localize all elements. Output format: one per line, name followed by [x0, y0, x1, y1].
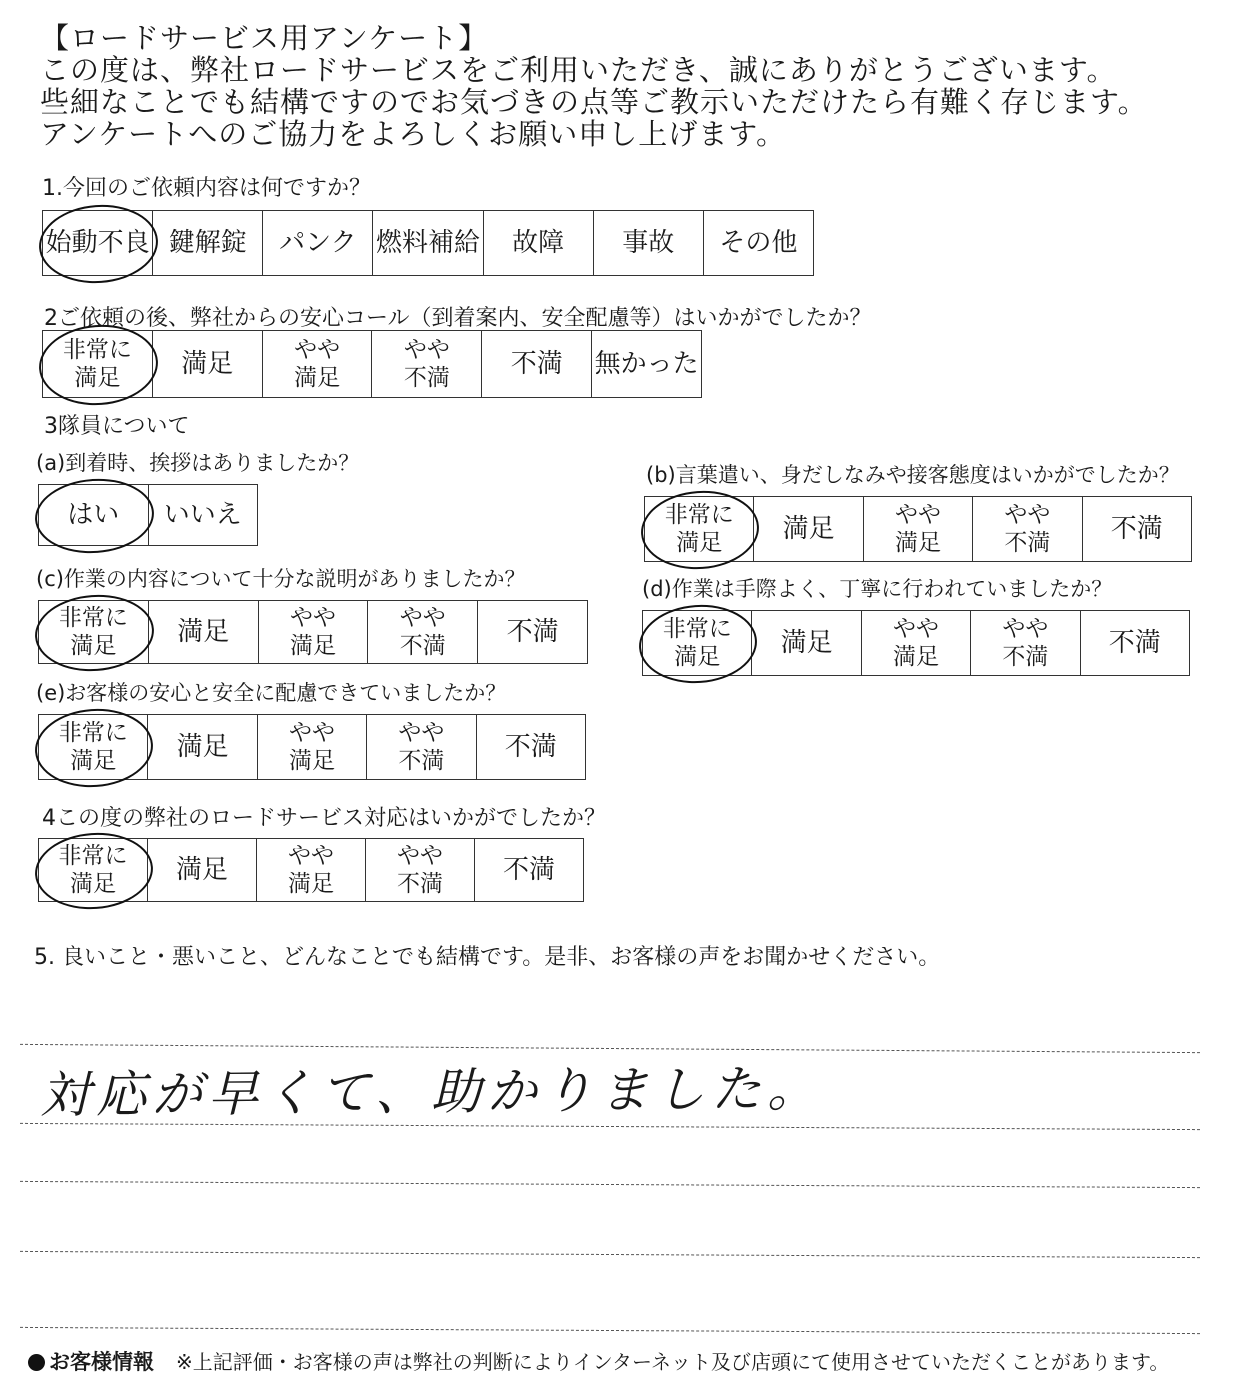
q1-option-label: 故障 — [512, 228, 565, 258]
q4-option[interactable] — [148, 839, 257, 902]
q4-option-label: 非常に 満足 — [58, 843, 128, 897]
answer-line — [20, 1123, 1200, 1130]
q2-option-label: やや 満足 — [294, 337, 341, 391]
q1-option[interactable] — [373, 211, 483, 276]
q3d-option[interactable] — [861, 611, 970, 676]
q1-option[interactable] — [263, 211, 373, 276]
q3c-options — [38, 600, 588, 664]
intro-line-1: この度は、弊社ロードサービスをご利用いただき、誠にありがとうございます。 — [40, 53, 1117, 87]
q4-title: 4この度の弊社のロードサービス対応はいかがでしたか？ — [42, 806, 606, 831]
q4-option[interactable] — [257, 839, 366, 902]
q3b-title: (b)言葉遣い、身だしなみや接客態度はいかがでしたか？ — [646, 463, 1180, 487]
q3c-option[interactable] — [478, 601, 588, 664]
q3d-option-label: やや 不満 — [1002, 616, 1049, 670]
q3a-option[interactable] — [39, 485, 149, 546]
answer-line — [20, 1327, 1200, 1334]
q3d-option-label: やや 満足 — [892, 616, 939, 670]
q1-option[interactable] — [153, 211, 263, 276]
q3d-options — [642, 610, 1190, 676]
q4-option[interactable] — [366, 839, 475, 902]
q2-title: 2ご依頼の後、弊社からの安心コール（到着案内、安全配慮等）はいかがでしたか？ — [44, 306, 872, 331]
survey-title: 【ロードサービス用アンケート】 — [40, 21, 489, 55]
q1-option[interactable] — [43, 211, 153, 276]
q5-title: 5. 良いこと・悪いこと、どんなことでも結構です。是非、お客様の声をお聞かせください。 — [34, 945, 941, 970]
q3e-option-label: やや 満足 — [288, 720, 335, 774]
q2-option-label: 無かった — [594, 349, 699, 379]
q1-option-label: パンク — [279, 228, 357, 258]
q3e-option-label: 不満 — [504, 732, 557, 762]
survey-header — [40, 22, 1148, 150]
q3b-option[interactable] — [863, 497, 972, 562]
q3e-option[interactable] — [476, 715, 585, 780]
q1-option[interactable] — [483, 211, 593, 276]
q1-option-label: 鍵解錠 — [168, 228, 247, 258]
q3b-option-label: 非常に 満足 — [664, 502, 734, 556]
q3d-option[interactable] — [1080, 611, 1189, 676]
q3-title: 3隊員について — [44, 414, 190, 439]
q2-option-label: やや 不満 — [403, 337, 450, 391]
q3d-option-label: 不満 — [1108, 628, 1161, 658]
q2-option[interactable] — [592, 331, 702, 398]
q3e-option-label: 非常に 満足 — [58, 720, 128, 774]
q3e-option[interactable] — [39, 715, 148, 780]
q3d-option-label: 満足 — [780, 628, 833, 658]
q4-option-label: 満足 — [175, 855, 228, 885]
q1-title: 1.今回のご依頼内容は何ですか？ — [42, 176, 371, 201]
q4-option[interactable] — [475, 839, 584, 902]
q1-options — [42, 210, 814, 276]
q3e-options — [38, 714, 586, 780]
q3a-option-label: いいえ — [163, 500, 242, 530]
q3c-option-label: 非常に 満足 — [58, 605, 128, 659]
q3b-option-label: 満足 — [782, 514, 835, 544]
q3c-option-label: やや 満足 — [289, 605, 336, 659]
q3d-title: (d)作業は手際よく、丁寧に行われていましたか？ — [642, 577, 1113, 601]
intro-line-2: 些細なことでも結構ですのでお気づきの点等ご教示いただけたら有難く存じます。 — [40, 85, 1148, 119]
q3b-option-label: やや 不満 — [1004, 502, 1051, 556]
q3e-option[interactable] — [148, 715, 257, 780]
q3c-title: (c)作業の内容について十分な説明がありましたか？ — [36, 567, 526, 591]
q4-option-label: やや 満足 — [288, 843, 334, 897]
customer-info-footer — [28, 1346, 1169, 1376]
q1-option-label: 燃料補給 — [375, 228, 480, 258]
q3c-option[interactable] — [148, 601, 258, 664]
q3c-option-label: やや 不満 — [399, 605, 446, 659]
q3c-option-label: 満足 — [177, 617, 230, 647]
q2-option-label: 非常に 満足 — [62, 337, 132, 391]
q3b-option-label: やや 満足 — [894, 502, 941, 556]
answer-line — [20, 1251, 1200, 1258]
q1-option[interactable] — [593, 211, 703, 276]
q1-option-label: その他 — [719, 228, 798, 258]
answer-line — [20, 1181, 1200, 1188]
usage-note: ※上記評価・お客様の声は弊社の判断によりインターネット及び店頭にて使用させていただくことがあります。 — [176, 1350, 1170, 1374]
q1-option-label: 事故 — [622, 228, 675, 258]
q2-option[interactable] — [152, 331, 262, 398]
q2-option-label: 満足 — [181, 349, 234, 379]
q3e-option[interactable] — [257, 715, 366, 780]
q3a-option[interactable] — [148, 485, 258, 546]
q2-option[interactable] — [372, 331, 482, 398]
q3b-option-label: 不満 — [1110, 514, 1163, 544]
q3b-option[interactable] — [973, 497, 1082, 562]
q2-option-label: 不満 — [510, 349, 563, 379]
q3c-option-label: 不満 — [506, 617, 559, 647]
q3c-option[interactable] — [39, 601, 149, 664]
intro-line-3: アンケートへのご協力をよろしくお願い申し上げます。 — [40, 117, 786, 151]
q3d-option[interactable] — [971, 611, 1080, 676]
bullet-icon — [28, 1354, 45, 1371]
q3a-option-label: はい — [67, 500, 120, 530]
q3d-option-label: 非常に 満足 — [662, 616, 732, 670]
q3b-option[interactable] — [1082, 497, 1191, 562]
q3e-title: (e)お客様の安心と安全に配慮できていましたか？ — [36, 681, 507, 705]
q2-option[interactable] — [43, 331, 153, 398]
q3a-options — [38, 484, 258, 546]
q4-option[interactable] — [39, 839, 148, 902]
q3d-option[interactable] — [643, 611, 752, 676]
q4-option-label: やや 不満 — [397, 843, 443, 897]
q3b-options — [644, 496, 1192, 562]
q3c-option[interactable] — [258, 601, 368, 664]
q3d-option[interactable] — [752, 611, 861, 676]
q2-option[interactable] — [262, 331, 372, 398]
q5-answer: 対応が早くて、助かりました。 — [39, 1059, 824, 1125]
q4-options — [38, 838, 584, 902]
q3e-option[interactable] — [367, 715, 476, 780]
q3c-option[interactable] — [368, 601, 478, 664]
q3b-option[interactable] — [645, 497, 754, 562]
q3b-option[interactable] — [754, 497, 863, 562]
q3e-option-label: 満足 — [176, 732, 229, 762]
q3e-option-label: やや 不満 — [398, 720, 445, 774]
customer-info-label: お客様情報 — [49, 1350, 154, 1374]
q3a-title: (a)到着時、挨拶はありましたか？ — [36, 451, 360, 475]
q1-option[interactable] — [703, 211, 813, 276]
q2-option[interactable] — [482, 331, 592, 398]
q4-option-label: 不満 — [502, 855, 555, 885]
q2-options — [42, 330, 702, 398]
q1-option-label: 始動不良 — [45, 228, 150, 258]
